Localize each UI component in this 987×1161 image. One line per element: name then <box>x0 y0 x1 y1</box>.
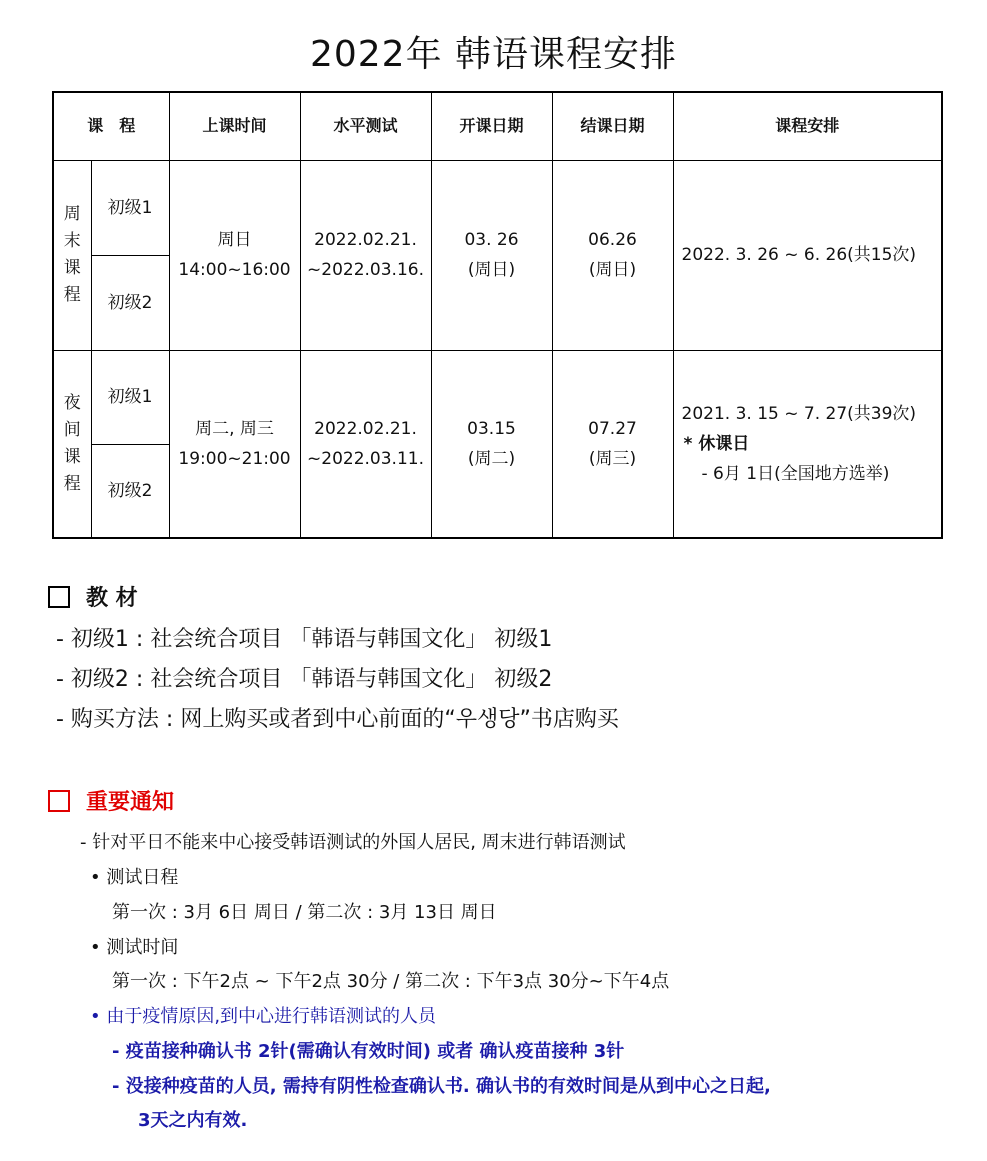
evening-level-test: 2022.02.21. ~2022.03.11. <box>300 350 431 538</box>
course-schedule-table <box>52 91 943 539</box>
covid-requirement-2: - 没接种疫苗的人员, 需持有阴性检查确认书. 确认书的有效时间是从到中心之日起, <box>112 1076 771 1097</box>
test-schedule-label: • 测试日程 <box>90 867 179 888</box>
weekend-end-date: 06.26 (周日) <box>552 160 673 350</box>
table-header-row <box>53 92 942 160</box>
evening-end-date: 07.27 (周三) <box>552 350 673 538</box>
header-class-time: 上课时间 <box>169 92 300 160</box>
weekend-start-date: 03. 26 (周日) <box>431 160 552 350</box>
material-item-3: - 购买方法 : 网上购买或者到中心前面的“우생당”书店购买 <box>56 707 619 732</box>
weekend-course-label: 周 末 课 程 <box>53 160 91 350</box>
test-time-detail: 第一次 : 下午2点 ~ 下午2点 30分 / 第二次 : 下午3点 30分~下午4点 <box>112 971 670 992</box>
covid-requirement-1: - 疫苗接种确认书 2针(需确认有效时间) 或者 确认疫苗接种 3针 <box>112 1041 625 1062</box>
evening-class-time: 周二, 周三 19:00~21:00 <box>169 350 300 538</box>
weekend-level-1: 初级1 <box>91 160 169 255</box>
notice-heading <box>48 785 174 816</box>
header-course: 课 程 <box>53 92 169 160</box>
test-time-label: • 测试时间 <box>90 937 179 958</box>
weekend-course-plan: 2022. 3. 26 ~ 6. 26(共15次) <box>673 160 942 350</box>
covid-notice-label: • 由于疫情原因,到中心进行韩语测试的人员 <box>90 1006 437 1027</box>
table-row <box>53 350 942 444</box>
page-title: 2022年 韩语课程安排 <box>309 34 678 75</box>
notice-intro: - 针对平日不能来中心接受韩语测试的外国人居民, 周末进行韩语测试 <box>80 832 626 853</box>
evening-level-2: 初级2 <box>91 444 169 538</box>
header-level-test: 水平测试 <box>300 92 431 160</box>
red-square-icon <box>48 790 70 812</box>
evening-start-date: 03.15 (周二) <box>431 350 552 538</box>
test-schedule-detail: 第一次 : 3月 6日 周日 / 第二次 : 3月 13日 周日 <box>112 902 497 923</box>
evening-course-plan: 2021. 3. 15 ~ 7. 27(共39次) * 休课日 - 6月 1日(全国地方选举) <box>673 350 942 538</box>
notice-heading-text: 重要通知 <box>86 790 175 815</box>
evening-course-label: 夜 间 课 程 <box>53 350 91 538</box>
weekend-class-time: 周日 14:00~16:00 <box>169 160 300 350</box>
header-end-date: 结课日期 <box>552 92 673 160</box>
materials-heading-text: 教 材 <box>86 586 138 611</box>
header-start-date: 开课日期 <box>431 92 552 160</box>
material-item-1: - 初级1 : 社会统合项目 「韩语与韩国文化」 初级1 <box>56 627 553 652</box>
evening-level-1: 初级1 <box>91 350 169 444</box>
materials-heading <box>48 581 138 612</box>
weekend-level-2: 初级2 <box>91 255 169 350</box>
table-row <box>53 160 942 255</box>
material-item-2: - 初级2 : 社会统合项目 「韩语与韩国文化」 初级2 <box>56 667 553 692</box>
header-course-plan: 课程安排 <box>673 92 942 160</box>
checkbox-square-icon <box>48 586 70 608</box>
covid-requirement-2-continued: 3天之内有效. <box>138 1110 248 1131</box>
weekend-level-test: 2022.02.21. ~2022.03.16. <box>300 160 431 350</box>
